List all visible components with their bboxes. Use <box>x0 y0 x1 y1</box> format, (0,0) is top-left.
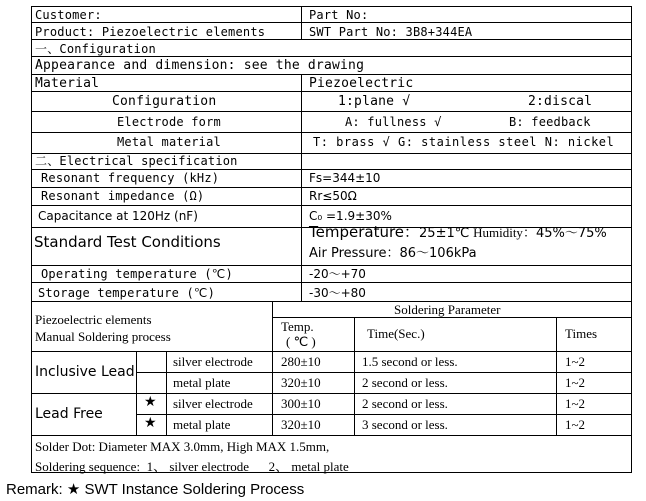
row-temp: 320±10 <box>281 375 321 390</box>
row-times: 1~2 <box>565 354 586 369</box>
test-temperature: Temperature：25±1℃ Humidity：45%～75% <box>309 223 607 241</box>
storage-temperature-value: -30～+80 <box>309 286 366 300</box>
configuration-option-discal: 2:discal <box>528 94 593 109</box>
row-times: 1~2 <box>565 396 586 411</box>
resonant-impedance-label: Resonant impedance (Ω) <box>41 189 205 203</box>
storage-temperature-label: Storage temperature (℃) <box>38 286 216 300</box>
electrode-form-label: Electrode form <box>117 115 221 129</box>
lead-free-label: Lead Free <box>35 406 103 422</box>
standard-test-conditions-label: Standard Test Conditions <box>34 233 221 251</box>
configuration-section-title: 一、Configuration <box>35 42 156 56</box>
row-time: 2 second or less. <box>362 396 448 411</box>
row-temp: 280±10 <box>281 354 321 369</box>
soldering-sequence: Soldering sequence: 1、 silver electrode 2、 metal plate <box>35 459 349 474</box>
row-times: 1~2 <box>565 375 586 390</box>
air-pressure: Air Pressure：86～106kPa <box>309 246 477 261</box>
soldering-parameter-title: Soldering Parameter <box>394 302 501 317</box>
resonant-frequency-value: Fs=344±10 <box>309 171 381 185</box>
configuration-option-plane: 1:plane √ <box>338 94 411 109</box>
row-temp: 300±10 <box>281 396 321 411</box>
spec-sheet <box>31 6 632 473</box>
material-value: Piezoelectric <box>309 76 414 91</box>
part-no-label: Part No: <box>309 8 369 22</box>
metal-material-label: Metal material <box>117 135 221 149</box>
row-electrode: silver electrode <box>173 396 253 411</box>
row-star: ★ <box>144 395 157 410</box>
material-label: Material <box>35 76 100 91</box>
capacitance-value: C₀ =1.9±30% <box>309 209 392 223</box>
metal-material-value: T: brass √ G: stainless steel N: nickel <box>313 135 615 149</box>
row-electrode: metal plate <box>173 375 231 390</box>
solder-dot-note: Solder Dot: Diameter MAX 3.0mm, High MAX 1.5mm, <box>35 439 330 454</box>
row-time: 3 second or less. <box>362 417 448 432</box>
swt-part-no: SWT Part No: 3B8+344EA <box>309 25 473 39</box>
capacitance-label: Capacitance at 120Hz (nF) <box>38 209 198 223</box>
remark-note: Remark: ★ SWT Instance Soldering Process <box>6 481 305 498</box>
time-column-header: Time(Sec.) <box>367 326 425 341</box>
row-time: 2 second or less. <box>362 375 448 390</box>
electrical-section-title: 二、Electrical specification <box>35 154 238 168</box>
resonant-impedance-value: Rr≤50Ω <box>309 189 357 203</box>
row-electrode: metal plate <box>173 417 231 432</box>
temp-column-header: Temp. <box>281 319 314 334</box>
electrode-option-fullness: A: fullness √ <box>345 115 442 129</box>
resonant-frequency-label: Resonant frequency (kHz) <box>41 171 220 185</box>
appearance-dimension-note: Appearance and dimension: see the drawing <box>35 58 365 73</box>
row-temp: 320±10 <box>281 417 321 432</box>
manual-soldering-label: Manual Soldering process <box>35 329 171 344</box>
configuration-label: Configuration <box>112 94 217 109</box>
row-times: 1~2 <box>565 417 586 432</box>
piezoelectric-elements-label: Piezoelectric elements <box>35 312 152 327</box>
product-name: Product: Piezoelectric elements <box>35 25 266 39</box>
electrode-option-feedback: B: feedback <box>509 115 591 129</box>
temp-unit-header: ( ℃ ) <box>286 334 316 349</box>
operating-temperature-label: Operating temperature (℃) <box>41 267 233 281</box>
row-time: 1.5 second or less. <box>362 354 458 369</box>
row-electrode: silver electrode <box>173 354 253 369</box>
inclusive-lead-label: Inclusive Lead <box>35 364 135 380</box>
operating-temperature-value: -20～+70 <box>309 267 366 281</box>
times-column-header: Times <box>565 326 598 341</box>
customer-label: Customer: <box>35 8 102 22</box>
row-star: ★ <box>144 416 157 431</box>
